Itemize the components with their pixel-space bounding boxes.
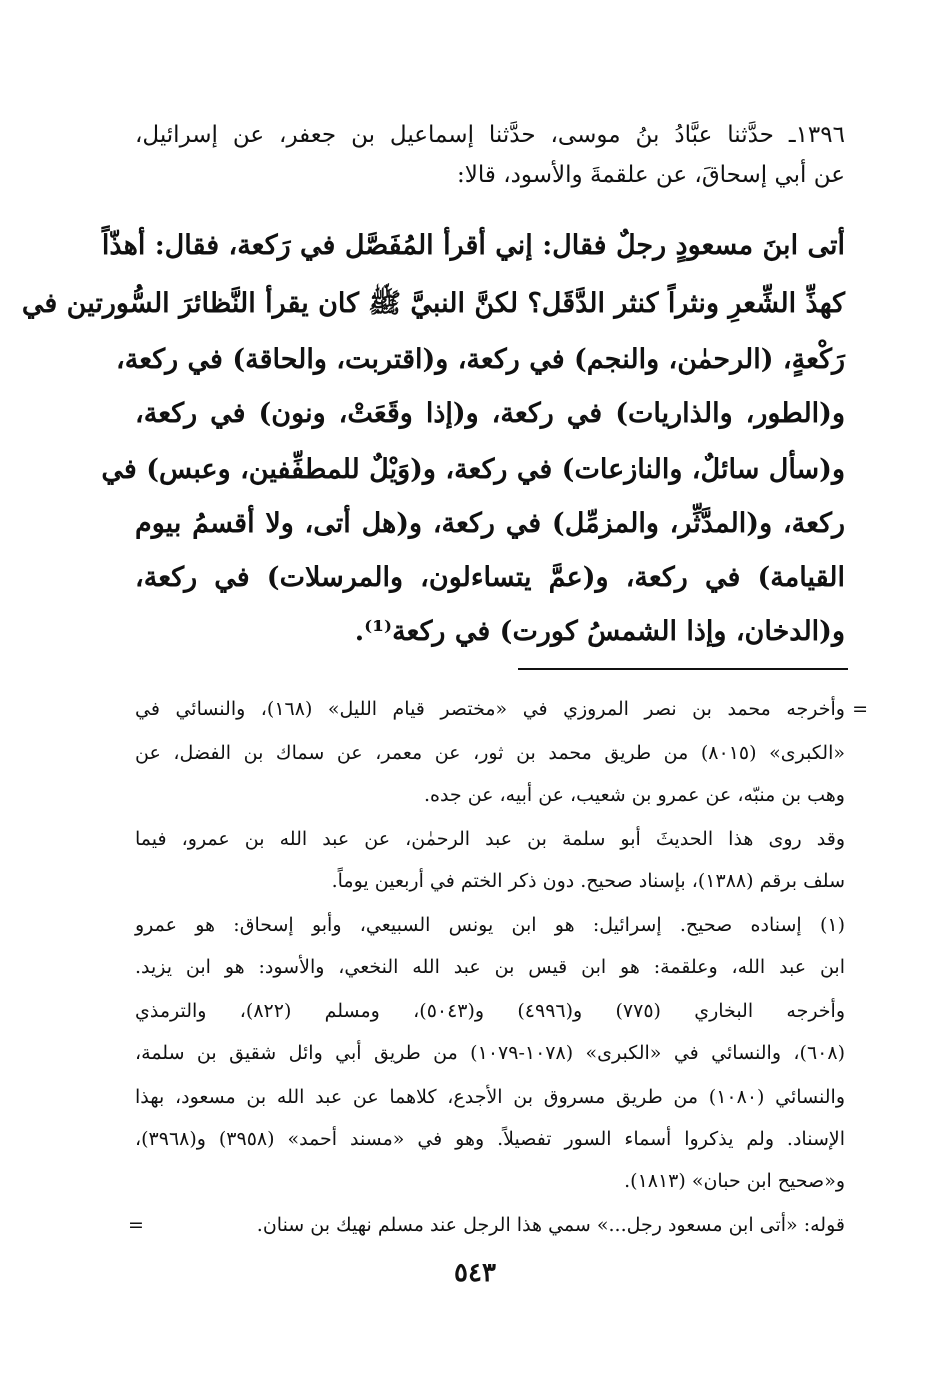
isnad-line: ١٣٩٦ـ حدَّثنا عبَّادُ بنُ موسى، حدَّثنا إسماعيل بن جعفر، عن إسرائيل،	[135, 122, 845, 148]
hadith-line: و(سأل سائلٌ، والنازعات) في ركعة، و(وَيْلٌ للمطفِّفين، وعبس) في	[101, 454, 845, 485]
page-number: ٥٤٣	[454, 1258, 496, 1288]
hadith-line: رَكْعةٍ، (الرحمٰن، والنجم) في ركعة، و(اقتربت، والحاقة) في ركعة،	[116, 344, 845, 375]
footnote-line: الإسناد. ولم يذكروا أسماء السور تفصيلاً. وهو في «مسند أحمد» (٣٩٥٨) و(٣٩٦٨)،	[135, 1128, 845, 1150]
footnote-line: وهب بن منبّه، عن عمرو بن شعيب، عن أبيه، عن جده.	[423, 784, 845, 806]
isnad-line: عن أبي إسحاقَ، عن علقمةَ والأسود، قالا:	[457, 162, 845, 188]
footnote-line: ابن عبد الله، وعلقمة: هو ابن قيس بن عبد الله النخعي، والأسود: هو ابن يزيد.	[135, 956, 845, 978]
hadith-line: كهذِّ الشِّعرِ ونثراً كنثر الدَّقَل؟ لكنَّ النبيَّ ﷺ كان يقرأ النَّظائرَ السُّورتين في	[21, 288, 845, 319]
footnote-line: قوله: «أتى ابن مسعود رجل...» سمي هذا الرجل عند مسلم نهيك بن سنان.	[256, 1214, 845, 1236]
footnote-line: وأخرجه البخاري (٧٧٥) و(٤٩٩٦) و(٥٠٤٣)، ومسلم (٨٢٢)، والترمذي	[135, 1000, 846, 1022]
footnote-line: وقد روى هذا الحديثَ أبو سلمة بن عبد الرحمٰن، عن عبد الله بن عمرو، فيما	[135, 828, 845, 850]
hadith-line: و(الطور، والذاريات) في ركعة، و(إذا وقَعَتْ، ونون) في ركعة،	[135, 398, 845, 429]
hadith-line: القيامة) في ركعة، و(عمَّ يتساءلون، والمرسلات) في ركعة،	[135, 562, 845, 593]
hadith-line: أتى ابنَ مسعودٍ رجلٌ فقال: إني أقرأ المُفَصَّل في رَكعة، فقال: أهذّاً	[101, 230, 845, 261]
footnote-line: (١) إسناده صحيح. إسرائيل: هو ابن يونس السبيعي، وأبو إسحاق: هو عمرو	[135, 914, 845, 936]
continuation-mark-end: =	[128, 1214, 144, 1236]
footnote-line: وأخرجه محمد بن نصر المروزي في «مختصر قيام الليل» (١٦٨)، والنسائي في	[135, 698, 845, 720]
footnote-divider	[518, 668, 848, 670]
continuation-mark-start: =	[852, 698, 868, 720]
footnote-line: سلف برقم (١٣٨٨)، بإسناد صحيح. دون ذكر الختم في أربعين يوماً.	[331, 870, 845, 892]
hadith-line: و(الدخان، وإذا الشمسُ كورت) في ركعة⁽¹⁾.	[354, 616, 845, 647]
footnote-line: و«صحيح ابن حبان» (١٨١٣).	[624, 1170, 845, 1192]
hadith-line: ركعة، و(المدَّثِّر، والمزمِّل) في ركعة، و(هل أتى، ولا أقسمُ بيوم	[135, 508, 845, 539]
footnote-line: (٦٠٨)، والنسائي في «الكبرى» (١٠٧٨-١٠٧٩) من طريق أبي وائل شقيق بن سلمة،	[135, 1042, 846, 1064]
footnote-line: والنسائي (١٠٨٠) من طريق مسروق بن الأجدع، كلاهما عن عبد الله بن مسعود، بهذا	[135, 1086, 845, 1108]
footnote-line: «الكبرى» (٨٠١٥) من طريق محمد بن ثور، عن معمر، عن سماك بن الفضل، عن	[135, 742, 845, 764]
